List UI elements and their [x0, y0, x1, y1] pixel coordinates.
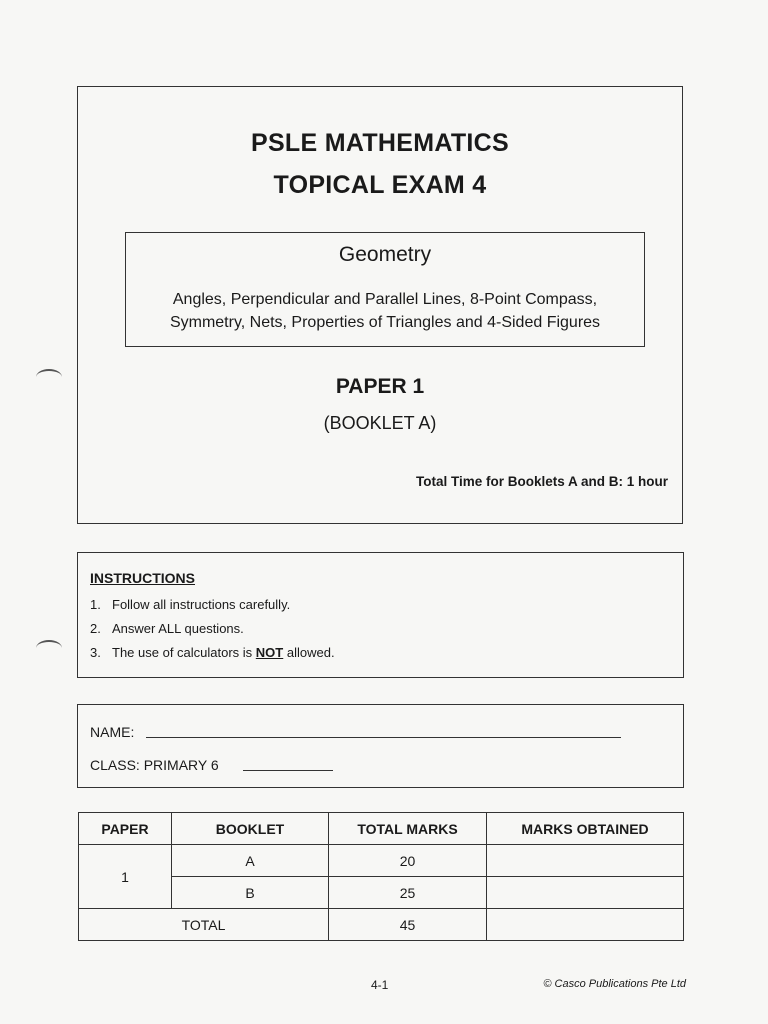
topic-line: Symmetry, Nets, Properties of Triangles and 4-Sided Figures: [169, 314, 601, 331]
booklet-cell: A: [172, 845, 329, 877]
instruction-emphasis: NOT: [255, 645, 284, 660]
booklet-cell: B: [172, 877, 329, 909]
total-obtained-cell[interactable]: [487, 909, 684, 941]
page-number: 4-1: [371, 978, 389, 992]
instruction-text: Follow all instructions carefully.: [112, 597, 291, 612]
instruction-item: [90, 597, 290, 612]
booklet-title: (BOOKLET A): [323, 413, 437, 433]
topic-box: [125, 232, 645, 347]
marks-obtained-cell[interactable]: [487, 845, 684, 877]
total-value-cell: 45: [329, 909, 487, 941]
exam-title: PSLE MATHEMATICS: [250, 129, 510, 157]
marks-obtained-cell[interactable]: [487, 877, 684, 909]
instructions-box: [77, 552, 684, 678]
header-marks-obtained: MARKS OBTAINED: [487, 813, 684, 845]
student-details-box: [77, 704, 684, 788]
paper-title: PAPER 1: [335, 375, 425, 398]
total-time: Total Time for Booklets A and B: 1 hour: [415, 474, 668, 489]
table-total-row: [79, 909, 684, 941]
header-paper: PAPER: [79, 813, 172, 845]
class-label: CLASS: PRIMARY 6: [90, 757, 219, 773]
instructions-heading: INSTRUCTIONS: [90, 570, 195, 586]
table-row: [79, 845, 684, 877]
cover-box: [77, 86, 683, 524]
header-booklet: BOOKLET: [172, 813, 329, 845]
exam-subtitle: TOPICAL EXAM 4: [273, 171, 487, 199]
total-label-cell: TOTAL: [79, 909, 329, 941]
paper-cell: 1: [79, 845, 172, 909]
table-header-row: [79, 813, 684, 845]
instruction-number: 2.: [90, 621, 101, 636]
topic-heading: Geometry: [338, 243, 432, 266]
instruction-number: 3.: [90, 645, 101, 660]
marks-table: [78, 812, 684, 941]
instruction-number: 1.: [90, 597, 101, 612]
class-field[interactable]: [243, 770, 333, 771]
topic-description: [126, 288, 644, 334]
instruction-text: Answer ALL questions.: [112, 621, 244, 636]
name-field[interactable]: [146, 737, 621, 738]
total-marks-cell: 20: [329, 845, 487, 877]
punch-hole-mark: [36, 640, 62, 656]
instruction-item: [90, 621, 244, 636]
header-total-marks: TOTAL MARKS: [329, 813, 487, 845]
name-label: NAME:: [90, 724, 135, 740]
instruction-text: allowed.: [283, 645, 335, 660]
topic-line: Angles, Perpendicular and Parallel Lines, 8-Point Compass,: [172, 291, 598, 308]
punch-hole-mark: [36, 369, 62, 385]
instruction-item: [90, 645, 335, 660]
instruction-text: The use of calculators is: [112, 645, 256, 660]
total-marks-cell: 25: [329, 877, 487, 909]
copyright-notice: © Casco Publications Pte Ltd: [543, 978, 686, 990]
